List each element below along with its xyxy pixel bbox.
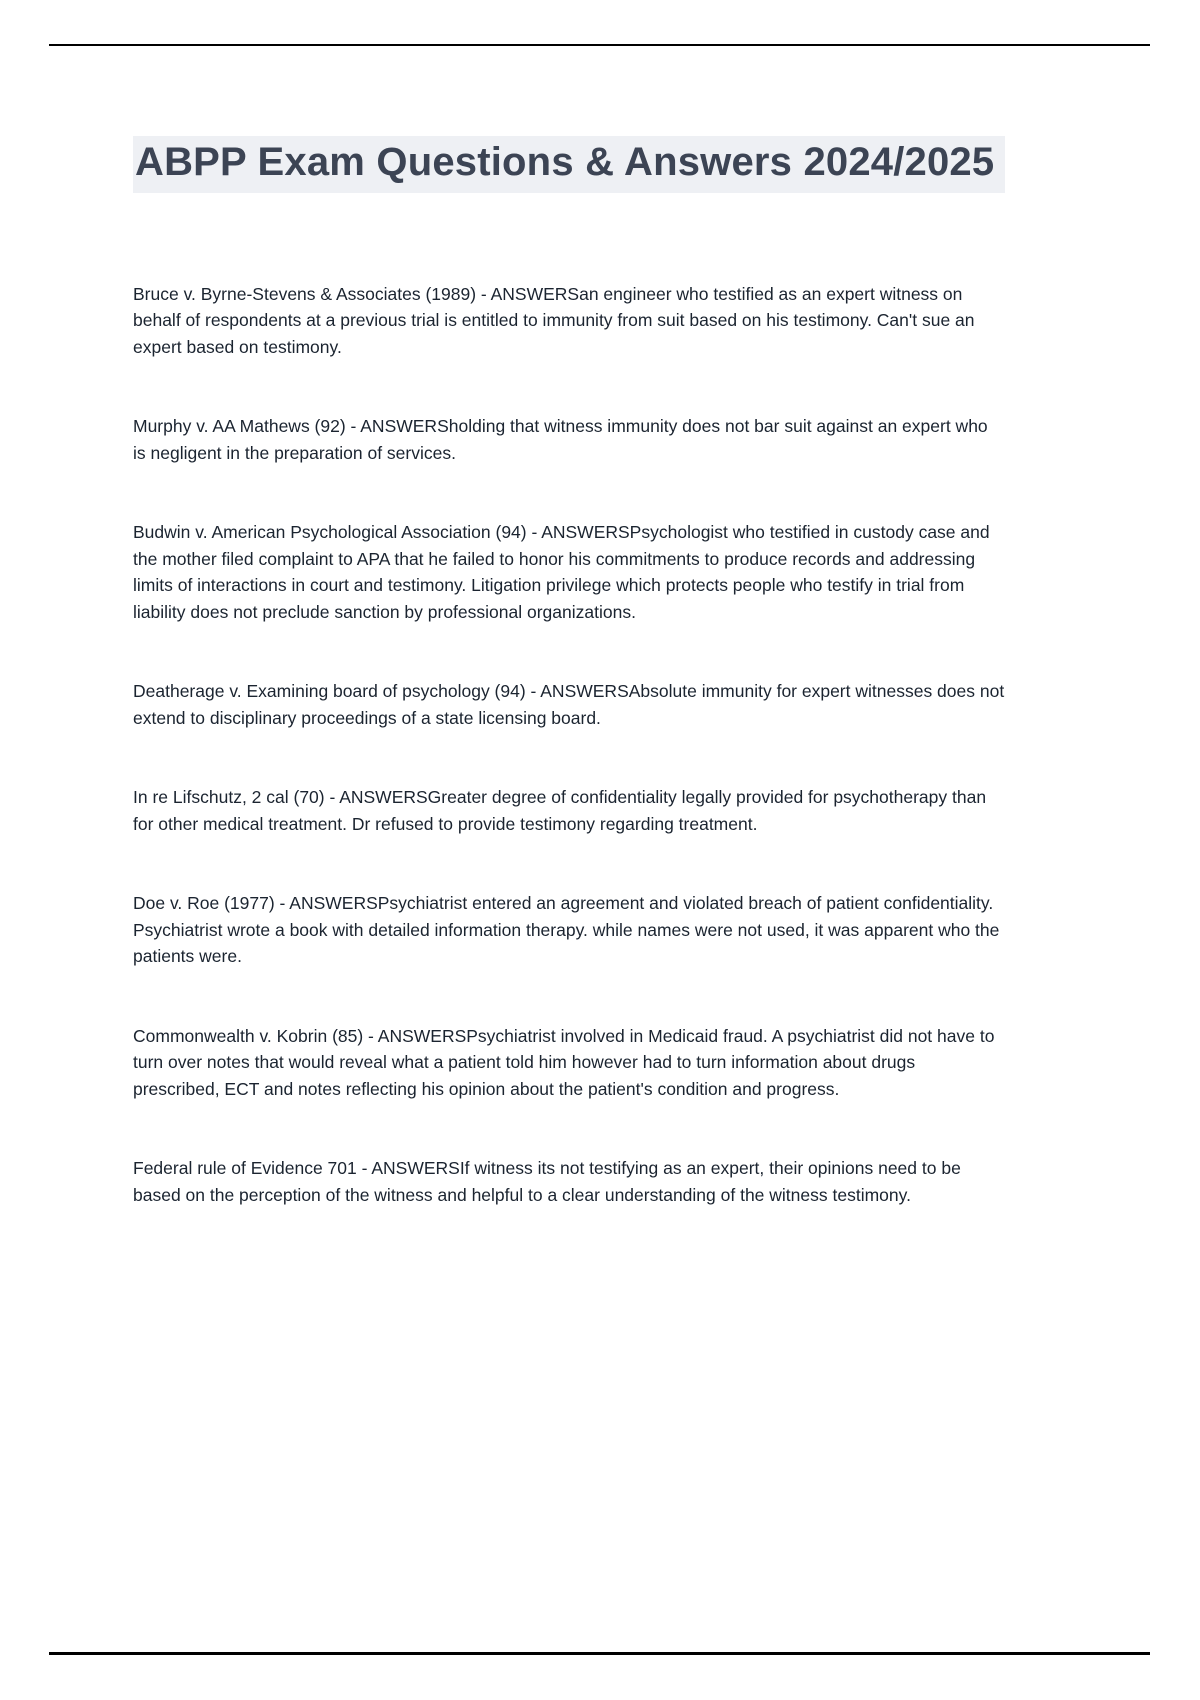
qa-paragraph: Murphy v. AA Mathews (92) - ANSWERSholding that witness immunity does not bar suit against an expert who is negligent in the preparation of services.: [133, 416, 988, 463]
qa-paragraph: Budwin v. American Psychological Association (94) - ANSWERSPsychologist who testified in custody case and the mother filed complaint to APA that he failed to honor his commitments to produce records and addressing limits of interactions in court and testimony. Litigation privilege which protects people who testify in trial from liability does not preclude sanction by professional organizations.: [133, 522, 990, 622]
top-rule: [49, 44, 1150, 46]
qa-paragraph: In re Lifschutz, 2 cal (70) - ANSWERSGreater degree of confidentiality legally provided for psychotherapy than for other medical treatment. Dr refused to provide testimony regarding treatment.: [133, 787, 987, 834]
qa-paragraph: Bruce v. Byrne-Stevens & Associates (1989) - ANSWERSan engineer who testified as an expert witness on behalf of respondents at a previous trial is entitled to immunity from suit based on his testimony. Can't sue an expert based on testimony.: [133, 283, 975, 357]
qa-paragraph: Deatherage v. Examining board of psychology (94) - ANSWERSAbsolute immunity for expert witnesses does not extend to disciplinary proceedings of a state licensing board.: [133, 681, 1005, 728]
bottom-rule: [49, 1652, 1150, 1655]
qa-list: [133, 281, 1005, 1209]
qa-paragraph: Doe v. Roe (1977) - ANSWERSPsychiatrist entered an agreement and violated breach of patient confidentiality. Psychiatrist wrote a book with detailed information therapy. while names were not used, it was apparent who the patients were.: [133, 893, 1000, 967]
page-title: ABPP Exam Questions & Answers 2024/2025: [133, 136, 1005, 193]
qa-paragraph: Federal rule of Evidence 701 - ANSWERSIf witness its not testifying as an expert, their opinions need to be based on the perception of the witness and helpful to a clear understanding of the witness testimony.: [133, 1158, 961, 1205]
document-content: [133, 136, 1005, 1208]
qa-paragraph: Commonwealth v. Kobrin (85) - ANSWERSPsychiatrist involved in Medicaid fraud. A psychiatrist did not have to turn over notes that would reveal what a patient told him however had to turn information about drugs prescribed, ECT and notes reflecting his opinion about the patient's condition and progress.: [133, 1025, 995, 1099]
